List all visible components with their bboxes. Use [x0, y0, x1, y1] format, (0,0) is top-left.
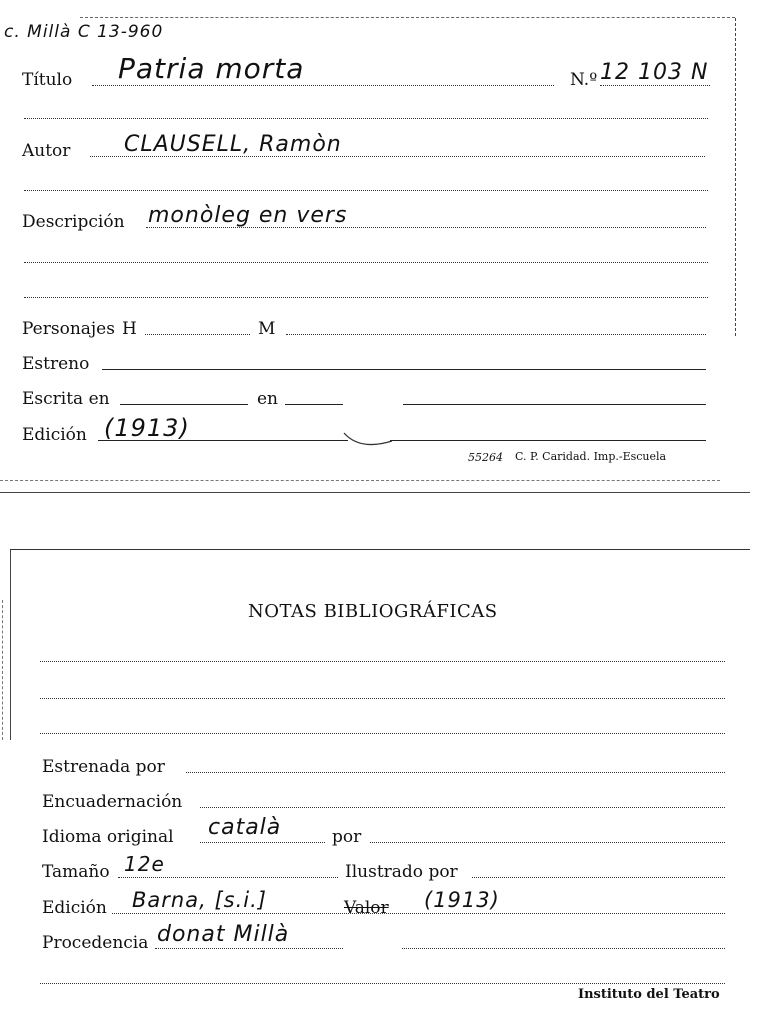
procedencia-label: Procedencia [42, 933, 149, 953]
final-line [40, 983, 725, 984]
descripcion-label: Descripción [22, 212, 125, 232]
numero-line [600, 85, 710, 86]
edicion2-value: Barna, [s.i.] [132, 888, 267, 912]
tamano-line [118, 877, 338, 878]
procedencia-line [155, 948, 343, 949]
edicion2-label: Edición [42, 898, 107, 918]
autor-label: Autor [22, 141, 71, 161]
card-right-edge [735, 18, 736, 336]
escrita-label: Escrita en [22, 389, 110, 409]
edicion-line-2 [390, 440, 706, 441]
card-top-edge [80, 17, 735, 18]
printer-code: 55264 [468, 451, 503, 464]
titulo-line-2 [24, 118, 708, 119]
catalog-card-front [0, 0, 759, 495]
reference-note: c. Millà C 13-960 [4, 22, 164, 42]
card-divider-line [0, 492, 750, 493]
titulo-value: Patria morta [118, 52, 305, 85]
estreno-label: Estreno [22, 354, 90, 374]
idioma-por-line [370, 842, 725, 843]
tamano-value: 12e [124, 852, 165, 876]
personajes-m-line [286, 334, 706, 335]
escrita-en-label: en [257, 389, 279, 409]
descripcion-value: monòleg en vers [148, 203, 348, 228]
tamano-label: Tamaño [42, 862, 110, 882]
titulo-label: Título [22, 70, 73, 90]
estreno-line [102, 369, 706, 370]
estrenada-label: Estrenada por [42, 757, 165, 777]
personajes-m-label: M [258, 319, 276, 339]
escrita-en-line-2 [403, 404, 706, 405]
ilustrado-label: Ilustrado por [345, 862, 458, 882]
procedencia-value: donat Millà [157, 922, 290, 947]
autor-value: CLAUSELL, Ramòn [124, 132, 342, 157]
personajes-h-line [145, 334, 250, 335]
card-cut-mark [340, 425, 400, 451]
idioma-label: Idioma original [42, 827, 174, 847]
numero-label: N.º [570, 70, 598, 90]
procedencia-line-2 [402, 948, 725, 949]
edicion2-year: (1913) [424, 888, 500, 912]
autor-line-2 [24, 190, 708, 191]
printer-name: C. P. Caridad. Imp.-Escuela [515, 450, 667, 463]
catalog-card-back [0, 540, 759, 1028]
ilustrado-line [472, 877, 725, 878]
titulo-line [92, 85, 554, 86]
descripcion-line-2 [24, 262, 708, 263]
card-bottom-edge [0, 480, 720, 481]
personajes-h-label: H [122, 319, 137, 339]
card2-left-mark [2, 600, 3, 740]
idioma-line [200, 842, 325, 843]
numero-value: 12 103 N [600, 60, 709, 85]
edicion-label: Edición [22, 425, 87, 445]
edicion2-crossed: Valor [344, 898, 389, 918]
idioma-por-label: por [332, 827, 362, 847]
notas-heading: NOTAS BIBLIOGRÁFICAS [248, 601, 498, 622]
card2-top-edge [10, 549, 750, 550]
edicion-value: (1913) [104, 414, 190, 442]
estrenada-line [186, 772, 725, 773]
encuadernacion-label: Encuadernación [42, 792, 183, 812]
idioma-value: català [208, 815, 282, 840]
notas-line-1 [40, 661, 725, 662]
descripcion-line-3 [24, 297, 708, 298]
encuadernacion-line [200, 807, 725, 808]
notas-line-2 [40, 698, 725, 699]
personajes-label: Personajes [22, 319, 115, 339]
escrita-en-line [285, 404, 343, 405]
escrita-line [120, 404, 248, 405]
edicion2-line [112, 913, 725, 914]
card2-left-edge [10, 550, 11, 740]
notas-line-3 [40, 733, 725, 734]
institution-name: Instituto del Teatro [578, 987, 720, 1002]
